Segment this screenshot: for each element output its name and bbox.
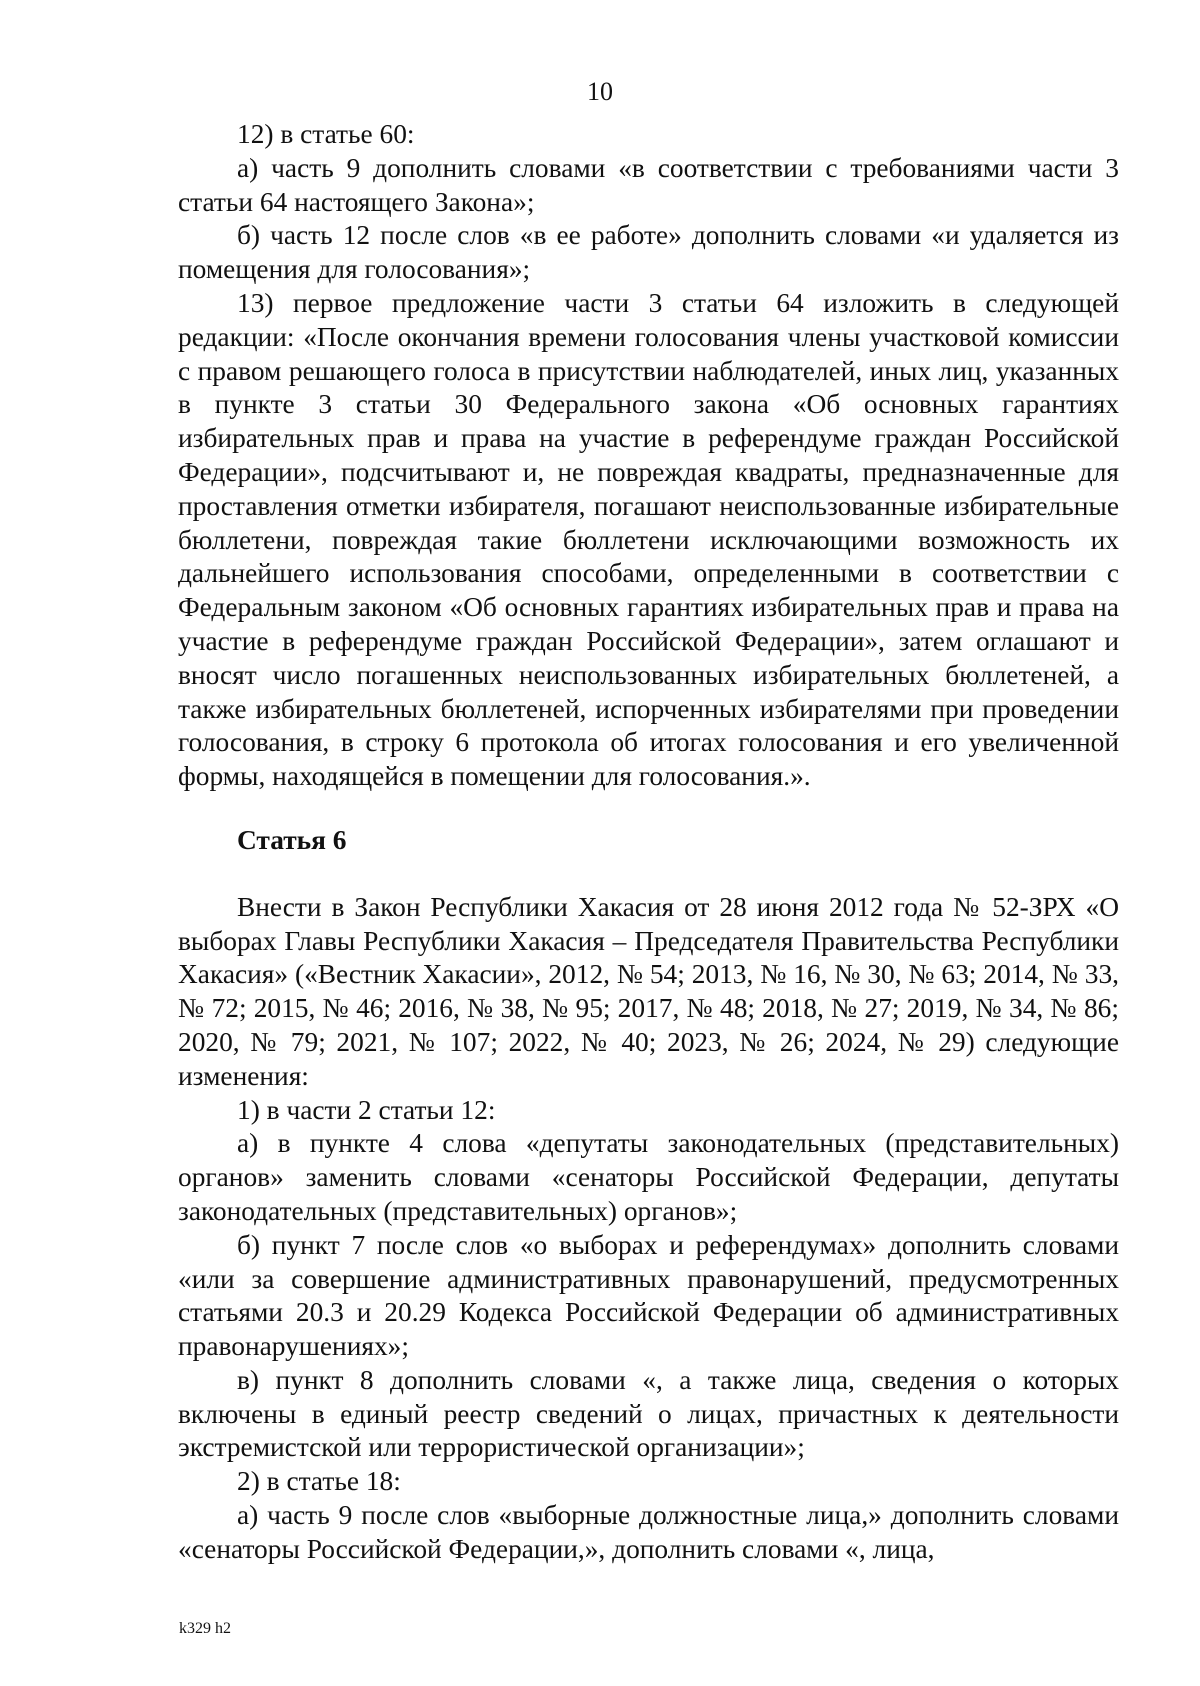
paragraph-item-2: 2) в статье 18:	[237, 1466, 401, 1497]
page-number: 10	[587, 77, 613, 106]
article-heading: Статья 6	[237, 824, 347, 855]
document-body	[178, 118, 1119, 1567]
paragraph-item-12: 12) в статье 60:	[237, 119, 415, 149]
paragraph-subitem-a: а) в пункте 4 слова «депутаты законодательных (представительных) органов» заменить словами «сенаторы Российской Федерации, депутаты законодательных (представительных) органов»;	[178, 1128, 1119, 1226]
paragraph-subitem-b: б) пункт 7 после слов «о выборах и референдумах» дополнить словами «или за совершение административных правонарушений, предусмотренных статьями 20.3 и 20.29 Кодекса Российской Федерации об административных правонарушениях»;	[178, 1229, 1119, 1362]
paragraph-subitem-a: а) часть 9 дополнить словами «в соответствии с требованиями части 3 статьи 64 настоящего Закона»;	[178, 152, 1119, 217]
paragraph-item-1: 1) в части 2 статьи 12:	[237, 1094, 496, 1125]
paragraph-item-13: 13) первое предложение части 3 статьи 64 изложить в следующей редакции: «После окончания времени голосования члены участковой комиссии с правом решающего голоса в присутствии наблюдателей, иных лиц, указанных в пункте 3 статьи 30 Федерального закона «Об основных гарантиях избирательных прав и права на участие в референдуме граждан Российской Федерации», подсчитывают и, не повреждая квадраты, предназначенные для проставления отметки избирателя, погашают неиспользованные избирательные бюллетени, повреждая такие бюллетени исключающими возможность их дальнейшего использования способами, определенными в соответствии с Федеральным законом «Об основных гарантиях избирательных прав и права на участие в референдуме граждан Российской Федерации», затем оглашают и вносят число погашенных неиспользованных избирательных бюллетеней, а также избирательных бюллетеней, испорченных избирателями при проведении голосования, в строку 6 протокола об итогах голосования и его увеличенной формы, находящейся в помещении для голосования.».	[178, 287, 1119, 792]
paragraph-subitem-v: в) пункт 8 дополнить словами «, а также лица, сведения о которых включены в единый реестр сведений о лицах, причастных к деятельности экстремистской или террористической организации»;	[178, 1364, 1119, 1463]
paragraph-subitem-a: а) часть 9 после слов «выборные должностные лица,» дополнить словами «сенаторы Российской Федерации,», дополнить словами «, лица,	[178, 1500, 1119, 1564]
paragraph-article-intro: Внести в Закон Республики Хакасия от 28 июня 2012 года № 52-ЗРХ «О выборах Главы Республики Хакасия – Председателя Правительства Республики Хакасия» («Вестник Хакасии», 2012, № 54; 2013, № 16, № 30, № 63; 2014, № 33, № 72; 2015, № 46; 2016, № 38, № 95; 2017, № 48; 2018, № 27; 2019, № 34, № 86; 2020, № 79; 2021, № 107; 2022, № 40; 2023, № 26; 2024, № 29) следующие изменения:	[178, 891, 1119, 1091]
paragraph-subitem-b: б) часть 12 после слов «в ее работе» дополнить словами «и удаляется из помещения для голосования»;	[178, 220, 1119, 285]
document-code: k329 h2	[179, 1620, 231, 1637]
